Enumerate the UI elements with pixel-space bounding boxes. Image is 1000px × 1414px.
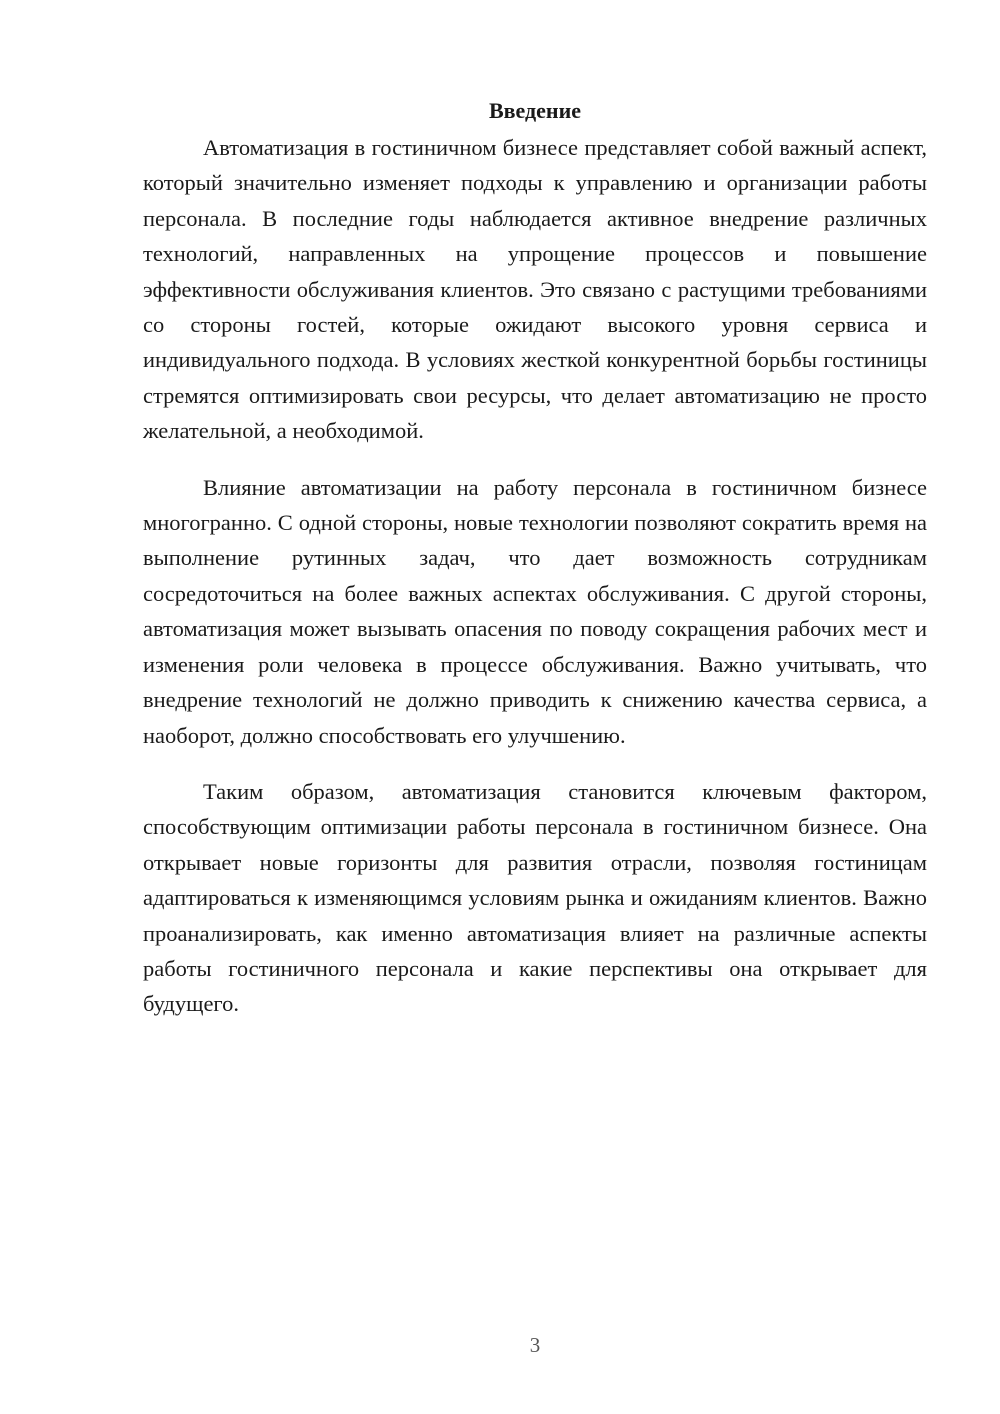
- paragraph-conclusion: Таким образом, автоматизация становится ключевым фактором, способствующим оптимизации работы персонала в гостиничном бизнесе. Она открывает новые горизонты для развития отрасли, позволяя гостиницам адаптироваться к изменяющимся условиям рынка и ожиданиям клиентов. Важно проанализировать, как именно автоматизация влияет на различные аспекты работы гостиничного персонала и какие перспективы она открывает для будущего.: [143, 778, 927, 1017]
- paragraph-impact: Влияние автоматизации на работу персонала в гостиничном бизнесе многогранно. С одной стороны, новые технологии позволяют сократить время на выполнение рутинных задач, что дает возможность сотрудникам сосредоточиться на более важных аспектах обслуживания. С другой стороны, автоматизация может вызывать опасения по поводу сокращения рабочих мест и изменения роли человека в процессе обслуживания. Важно учитывать, что внедрение технологий не должно приводить к снижению качества сервиса, а наоборот, должно способствовать его улучшению.: [143, 474, 927, 748]
- section-title: Введение: [488, 98, 582, 123]
- document-page: [143, 96, 927, 1043]
- paragraph-intro: Автоматизация в гостиничном бизнесе представляет собой важный аспект, который значительно изменяет подходы к управлению и организации работы персонала. В последние годы наблюдается активное внедрение различных технологий, направленных на упрощение процессов и повышение эффективности обслуживания клиентов. Это связано с растущими требованиями со стороны гостей, которые ожидают высокого уровня сервиса и индивидуального подхода. В условиях жесткой конкурентной борьбы гостиницы стремятся оптимизировать свои ресурсы, что делает автоматизацию не просто желательной, а необходимой.: [143, 135, 927, 444]
- page-number: 3: [529, 1333, 541, 1357]
